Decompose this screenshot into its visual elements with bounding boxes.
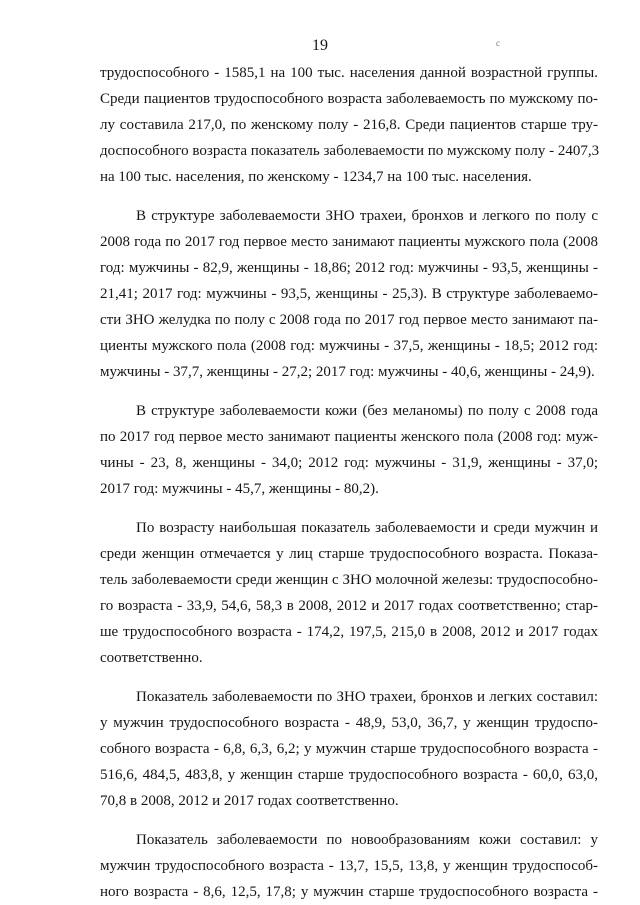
text-line: Показатель заболеваемости по новообразованиям кожи составил: у <box>136 832 598 848</box>
text-line: на 100 тыс. населения, по женскому - 1234,7 на 100 тыс. населения. <box>100 169 532 185</box>
document-body <box>100 60 598 905</box>
text-line: по 2017 год первое место занимают пациенты женского пола (2008 год: муж- <box>100 429 598 445</box>
text-line: тель заболеваемости среди женщин с ЗНО молочной железы: трудоспособно- <box>100 572 598 588</box>
text-line: мужчины - 37,7, женщины - 27,2; 2017 год: мужчины - 40,6, женщины - 24,9). <box>100 364 595 380</box>
text-line: соответственно. <box>100 650 203 666</box>
text-line: циенты мужского пола (2008 год: мужчины - 37,5, женщины - 18,5; 2012 год: <box>100 338 598 354</box>
text-line: трудоспособного - 1585,1 на 100 тыс. населения данной возрастной группы. <box>100 65 598 81</box>
text-line: 516,6, 484,5, 483,8, у женщин старше трудоспособного возраста - 60,0, 63,0, <box>100 767 598 783</box>
text-line: ше трудоспособного возраста - 174,2, 197,5, 215,0 в 2008, 2012 и 2017 годах <box>100 624 598 640</box>
paragraph-1 <box>100 60 598 190</box>
paragraph-gap <box>100 190 598 203</box>
paragraph-2 <box>100 203 598 385</box>
stray-mark: с <box>496 38 500 48</box>
text-line: мужчин трудоспособного возраста - 13,7, 15,5, 13,8, у женщин трудоспособ- <box>100 858 598 874</box>
text-line: лу составила 217,0, по женскому полу - 216,8. Среди пациентов старше тру- <box>100 117 598 133</box>
text-line: среди женщин отмечается у лиц старше трудоспособного возраста. Показа- <box>100 546 598 562</box>
text-line: доспособного возраста показатель заболеваемости по мужскому полу - 2407,3 <box>100 143 600 159</box>
text-line: По возрасту наибольшая показатель заболеваемости и среди мужчин и <box>136 520 598 536</box>
paragraph-5 <box>100 684 598 814</box>
text-line: чины - 23, 8, женщины - 34,0; 2012 год: мужчины - 31,9, женщины - 37,0; <box>100 455 598 471</box>
paragraph-gap <box>100 814 598 827</box>
text-line: 70,8 в 2008, 2012 и 2017 годах соответственно. <box>100 793 399 809</box>
text-line: Показатель заболеваемости по ЗНО трахеи, бронхов и легких составил: <box>136 689 598 705</box>
text-line: сти ЗНО желудка по полу с 2008 года по 2017 год первое место занимают па- <box>100 312 598 328</box>
text-line: год: мужчины - 82,9, женщины - 18,86; 2012 год: мужчины - 93,5, женщины - <box>100 260 598 276</box>
text-line: ного возраста - 8,6, 12,5, 17,8; у мужчин старше трудоспособного возраста - <box>100 884 598 900</box>
text-line: 2008 года по 2017 год первое место занимают пациенты мужского пола (2008 <box>100 234 598 250</box>
paragraph-3 <box>100 398 598 502</box>
text-line: собного возраста - 6,8, 6,3, 6,2; у мужчин старше трудоспособного возраста - <box>100 741 598 757</box>
paragraph-gap <box>100 502 598 515</box>
text-line: В структуре заболеваемости кожи (без меланомы) по полу с 2008 года <box>136 403 598 419</box>
paragraph-gap <box>100 671 598 684</box>
text-line: Среди пациентов трудоспособного возраста заболеваемость по мужскому по- <box>100 91 598 107</box>
paragraph-6 <box>100 827 598 905</box>
page-number: 19 <box>312 37 328 54</box>
text-line: 2017 год: мужчины - 45,7, женщины - 80,2). <box>100 481 379 497</box>
text-line: 21,41; 2017 год: мужчины - 93,5, женщины - 25,3). В структуре заболеваемо- <box>100 286 598 302</box>
paragraph-4 <box>100 515 598 671</box>
text-line: у мужчин трудоспособного возраста - 48,9, 53,0, 36,7, у женщин трудоспо- <box>100 715 598 731</box>
text-line: В структуре заболеваемости ЗНО трахеи, бронхов и легкого по полу с <box>136 208 598 224</box>
text-line: го возраста - 33,9, 54,6, 58,3 в 2008, 2012 и 2017 годах соответственно; стар- <box>100 598 598 614</box>
paragraph-gap <box>100 385 598 398</box>
